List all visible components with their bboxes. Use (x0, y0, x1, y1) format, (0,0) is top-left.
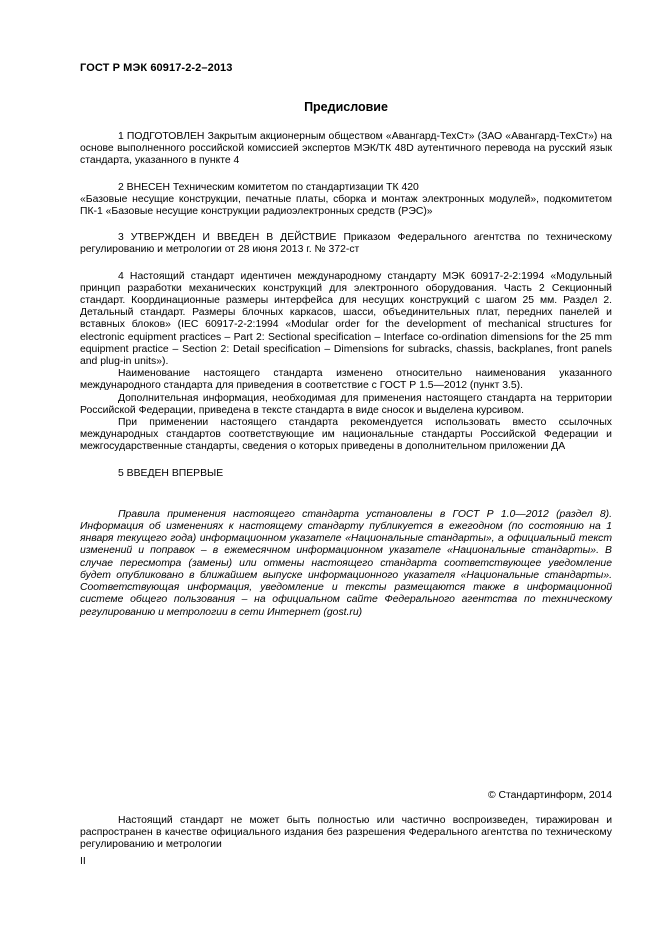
paragraph-approved: 3 УТВЕРЖДЕН И ВВЕДЕН В ДЕЙСТВИЕ Приказом Федерального агентства по техническому регулированию и метрологии от 28 июня 2013 г. № 372-ст (80, 232, 612, 256)
paragraph-name-changed: Наименование настоящего стандарта изменено относительно наименования указанного международного стандарта для приведения в соответствие с ГОСТ Р 1.5—2012 (пункт 3.5). (80, 368, 612, 392)
paragraph-submitted-by-continued: «Базовые несущие конструкции, печатные платы, сборка и монтаж электронных модулей», подкомитетом ПК-1 «Базовые несущие конструкции радиоэлектронных средств (РЭС)» (80, 193, 612, 218)
paragraph-application-rules: Правила применения настоящего стандарта установлены в ГОСТ Р 1.0—2012 (раздел 8). Информация об изменениях к настоящему стандарту публикуется в ежегодном (по состоянию на 1 января текущего года) информационном указателе «Национальные стандарты», а официальный текст изменений и поправок – в ежемесячном информационном указателе «Национальные стандарты». В случае пересмотра (замены) или отмены настоящего стандарта соответствующее уведомление будет опубликовано в ближайшем выпуске информационного указателя «Национальные стандарты». Соответствующая информация, уведомление и тексты размещаются также в информационной системе общего пользования – на официальном сайте Федерального агентства по техническому регулированию и метрологии в сети Интернет (gost.ru) (80, 508, 612, 618)
foreword-body (80, 131, 612, 619)
document-code-header: ГОСТ Р МЭК 60917-2-2–2013 (80, 62, 233, 74)
reproduction-notice-text: Настоящий стандарт не может быть полностью или частично воспроизведен, тиражирован и распространен в качестве официального издания без разрешения Федерального агентства по техническому регулированию и метрологии (80, 815, 612, 851)
paragraph-references: При применении настоящего стандарта рекомендуется использовать вместо ссылочных международных стандартов соответствующие им национальные стандарты Российской Федерации и межгосударственные стандарты, сведения о которых приведены в дополнительном приложении ДА (80, 417, 612, 453)
paragraph-additional-info: Дополнительная информация, необходимая для применения настоящего стандарта на территории Российской Федерации, приведена в тексте стандарта в виде сносок и выделена курсивом. (80, 392, 612, 416)
page-title: Предисловие (304, 100, 388, 114)
copyright-notice: © Стандартинформ, 2014 (487, 790, 612, 801)
paragraph-prepared-by: 1 ПОДГОТОВЛЕН Закрытым акционерным обществом «Авангард-ТехСт» (ЗАО «Авангард-ТехСт») на основе выполненного российской комиссией экспертов МЭК/ТК 48D аутентичного перевода на русский язык стандарта, указанного в пункте 4 (80, 131, 612, 167)
paragraph-submitted-by: 2 ВНЕСЕН Техническим комитетом по стандартизации ТК 420 (118, 181, 419, 193)
paragraph-identical-standard: 4 Настоящий стандарт идентичен международному стандарту МЭК 60917-2-2:1994 «Модульный принцип разработки механических конструкций для электронного оборудования. Часть 2 Секционный стандарт. Координационные размеры интерфейса для несущих конструкций с шагом 25 мм. Раздел 2. Детальный стандарт. Размеры блочных каркасов, шасси, объединительных плат, передних панелей и вставных блоков» (IEC 60917-2-2:1994 «Modular order for the development of mechanical structures for electronic equipment practices – Part 2: Sectional specification – Interface co-ordination dimensions for the 25 mm equipment practice – Section 2: Detail specification – Dimensions for subracks, chassis, backplanes, front panels and plug-in units»). (80, 270, 612, 368)
page-number: II (80, 856, 86, 867)
reproduction-notice (80, 815, 612, 852)
paragraph-first-introduced: 5 ВВЕДЕН ВПЕРВЫЕ (118, 467, 224, 479)
